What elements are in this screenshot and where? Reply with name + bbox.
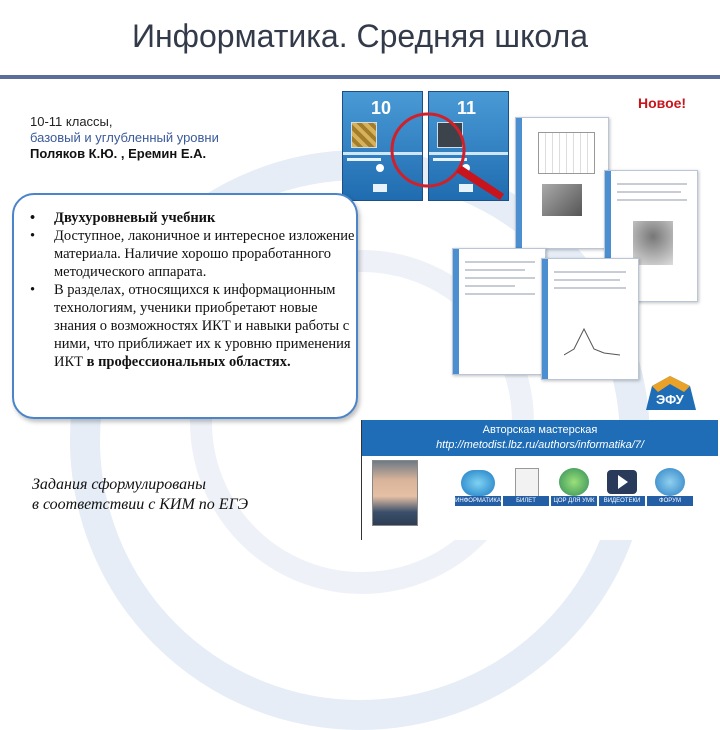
text-line — [465, 269, 525, 271]
video-icon[interactable] — [599, 464, 645, 510]
text-line — [465, 277, 535, 279]
author-photo — [372, 460, 418, 526]
efu-label: ЭФУ — [656, 392, 684, 407]
grades-text: 10-11 классы, — [30, 114, 113, 129]
course-info — [30, 114, 219, 162]
play-icon — [618, 475, 628, 489]
text-line — [617, 191, 681, 193]
magnifier-icon — [380, 108, 510, 208]
book-title-bar — [347, 158, 381, 161]
feature-text: В разделах, относящихся к информационным технологиям, ученики приобретают новые знания о возможностях ИКТ и навыки работы с ними, что приближает их к уровню применения ИКТ — [54, 282, 351, 370]
feature-item: • Доступное, лаконичное и интересное изложение материала. Наличие хорошо проработанного методического аппарата. — [14, 227, 356, 281]
text-line — [465, 285, 515, 287]
test-icon[interactable] — [503, 464, 549, 510]
tasks-line-2: в соответствии с КИМ по ЕГЭ — [32, 496, 249, 513]
book-number: 10 — [371, 98, 392, 118]
icon-shape — [515, 468, 539, 498]
features-box — [12, 193, 358, 419]
tasks-line-1: Задания сформулированы — [32, 476, 206, 493]
icon-label: ЦОР ДЛЯ УМК — [551, 496, 597, 506]
graph-figure — [564, 319, 620, 359]
page-title: Информатика. Средняя школа — [132, 18, 588, 54]
book-number: 11 — [457, 98, 477, 118]
icon-label: БИЛЕТ — [503, 496, 549, 506]
levels-text: базовый и углубленный уровни — [30, 130, 219, 145]
workshop-title: Авторская мастерская — [482, 424, 598, 436]
page-figure — [633, 221, 673, 265]
tasks-note — [32, 475, 248, 515]
workshop-header[interactable] — [362, 420, 718, 456]
text-line — [617, 199, 687, 201]
text-line — [554, 287, 626, 289]
text-line — [554, 279, 620, 281]
new-badge: Новое! — [638, 95, 687, 111]
text-line — [554, 271, 626, 273]
text-line — [465, 293, 535, 295]
page-thumbnail[interactable] — [452, 248, 546, 375]
title-divider — [0, 75, 720, 79]
icon-shape — [559, 468, 589, 496]
feature-item — [14, 281, 356, 371]
page-strip — [542, 259, 548, 379]
forum-icon[interactable] — [647, 464, 693, 510]
icon-shape — [461, 470, 495, 496]
page-figure — [542, 184, 582, 216]
icon-label: ИНФОРМАТИКА — [455, 498, 501, 504]
page-thumbnail[interactable] — [515, 117, 609, 249]
feature-item: • Двухуровневый учебник — [14, 209, 356, 227]
efu-logo[interactable] — [640, 372, 702, 414]
cor-icon[interactable] — [551, 464, 597, 510]
informatics-icon[interactable] — [455, 464, 501, 510]
page-strip — [516, 118, 522, 248]
book-cover-image — [351, 122, 377, 148]
icon-shape — [655, 468, 685, 496]
text-line — [617, 183, 687, 185]
icon-label: ФОРУМ — [647, 496, 693, 506]
page-thumbnail[interactable] — [541, 258, 639, 380]
page-strip — [453, 249, 459, 374]
page-figure — [538, 132, 595, 174]
feature-text-bold: в профессиональных областях. — [86, 354, 291, 370]
text-line — [465, 261, 535, 263]
icon-label: ВИДЕОТЕКИ — [599, 496, 645, 506]
workshop-url[interactable]: http://metodist.lbz.ru/authors/informatika/7/ — [436, 439, 644, 451]
authors-text: Поляков К.Ю. , Еремин Е.А. — [30, 146, 207, 161]
